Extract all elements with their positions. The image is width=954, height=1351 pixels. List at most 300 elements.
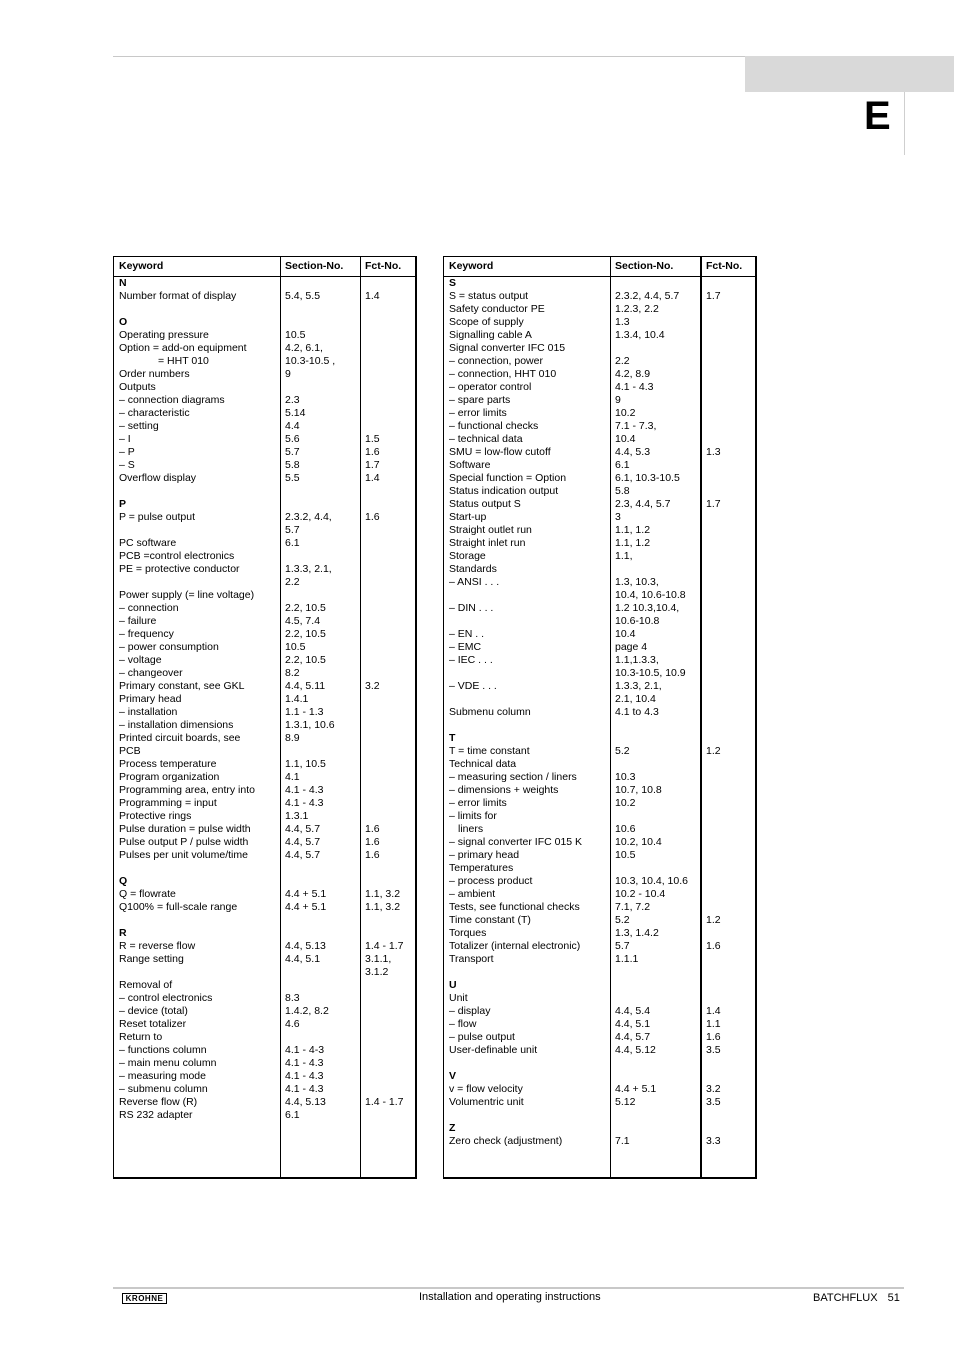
index-section: 2.2 [285, 576, 300, 588]
index-keyword: Operating pressure [119, 329, 209, 341]
header-section: Section-No. [285, 260, 344, 272]
index-keyword: Tests, see functional checks [449, 901, 580, 913]
index-row [444, 901, 755, 914]
index-row [114, 771, 415, 784]
index-section: 6.1, 10.3-10.5 [615, 472, 680, 484]
index-section: 4.4, 5.7 [285, 849, 321, 861]
index-keyword: SMU = low-flow cutoff [449, 446, 551, 458]
index-keyword: Programming area, entry into [119, 784, 255, 796]
index-keyword: Submenu column [449, 706, 531, 718]
index-keyword: – display [449, 1005, 491, 1017]
index-row [114, 589, 415, 602]
index-keyword: – functional checks [449, 420, 539, 432]
index-section: 2.2 [615, 355, 630, 367]
index-row [444, 576, 755, 589]
index-row [114, 329, 415, 342]
index-section: 2.1, 10.4 [615, 693, 656, 705]
index-section: 1.3, 10.3, [615, 576, 659, 588]
index-keyword: Q100% = full-scale range [119, 901, 238, 913]
index-fct: 1.1, 3.2 [365, 901, 401, 913]
index-row [444, 849, 755, 862]
index-section: page 4 [615, 641, 648, 653]
index-fct: 1.3 [706, 446, 721, 458]
index-section: 5.7 [285, 524, 300, 536]
index-keyword: Power supply (= line voltage) [119, 589, 255, 601]
index-section: 6.1 [285, 537, 300, 549]
index-keyword: Unit [449, 992, 468, 1004]
index-keyword: – process product [449, 875, 533, 887]
index-row [114, 1070, 415, 1083]
index-row [444, 914, 755, 927]
index-section: 5.8 [615, 485, 630, 497]
index-section: 4.1 - 4.3 [285, 797, 324, 809]
index-row [114, 368, 415, 381]
header-keyword: Keyword [449, 260, 494, 272]
index-keyword: – functions column [119, 1044, 207, 1056]
index-section: 4.4 + 5.1 [285, 901, 327, 913]
index-row [444, 667, 755, 680]
index-section: 1.1, [615, 550, 633, 562]
index-keyword: Technical data [449, 758, 517, 770]
index-section: 1.3.4, 10.4 [615, 329, 665, 341]
index-keyword: Pulses per unit volume/time [119, 849, 248, 861]
index-keyword: Primary constant, see GKL [119, 680, 245, 692]
index-keyword: PCB [119, 745, 141, 757]
index-row [444, 836, 755, 849]
index-row [444, 472, 755, 485]
index-section: 1.1, 1.2 [615, 524, 651, 536]
index-keyword: – I [119, 433, 131, 445]
header-fct: Fct-No. [365, 260, 402, 272]
index-keyword: – error limits [449, 407, 507, 419]
letter-heading-row [444, 1122, 755, 1135]
index-row [444, 927, 755, 940]
index-fct: 1.6 [706, 1031, 721, 1043]
index-section: 4.4, 5.4 [615, 1005, 651, 1017]
header-fct: Fct-No. [706, 260, 743, 272]
index-row [444, 316, 755, 329]
index-table-right [443, 256, 757, 1179]
footer-product: BATCHFLUX [813, 1292, 878, 1304]
index-keyword: – connection, HHT 010 [449, 368, 557, 380]
index-row [114, 563, 415, 576]
index-row [114, 537, 415, 550]
index-keyword: Storage [449, 550, 486, 562]
index-keyword: – failure [119, 615, 157, 627]
index-row [114, 1057, 415, 1070]
index-row [444, 784, 755, 797]
index-section: 1.1, 10.5 [285, 758, 326, 770]
index-section: 2.3.2, 4.4, 5.7 [615, 290, 680, 302]
index-fct: 1.2 [706, 745, 721, 757]
index-keyword: Standards [449, 563, 497, 575]
index-section: 4.4 + 5.1 [615, 1083, 657, 1095]
index-section: 10.3, 10.4, 10.6 [615, 875, 688, 887]
index-row [114, 901, 415, 914]
index-section: 10.6-10.8 [615, 615, 660, 627]
index-section: 7.1, 7.2 [615, 901, 651, 913]
index-section: 1.1.1 [615, 953, 639, 965]
index-row [444, 654, 755, 667]
index-row [444, 394, 755, 407]
index-row [444, 381, 755, 394]
index-keyword: S = status output [449, 290, 529, 302]
index-section: 1.2.3, 2.2 [615, 303, 659, 315]
index-section: 4.1 - 4.3 [285, 784, 324, 796]
index-row [444, 615, 755, 628]
index-keyword: v = flow velocity [449, 1083, 523, 1095]
index-row [444, 1018, 755, 1031]
index-fct: 3.2 [706, 1083, 721, 1095]
index-row [114, 1096, 415, 1109]
index-section: 10.2 [615, 797, 636, 809]
index-section: 4.1 - 4.3 [285, 1057, 324, 1069]
index-section: 1.3, 1.4.2 [615, 927, 659, 939]
index-row [114, 407, 415, 420]
index-section: 1.4.1 [285, 693, 309, 705]
index-keyword: – ANSI . . . [449, 576, 500, 588]
index-row [444, 563, 755, 576]
index-section: 2.3 [285, 394, 300, 406]
index-section: 4.1 to 4.3 [615, 706, 659, 718]
index-row [114, 1083, 415, 1096]
index-row [114, 1044, 415, 1057]
index-row [114, 485, 415, 498]
index-row [114, 940, 415, 953]
index-section: 4.4, 5.3 [615, 446, 651, 458]
index-row [444, 810, 755, 823]
index-row [444, 511, 755, 524]
letter-heading-row [114, 316, 415, 329]
index-keyword: T [449, 732, 456, 744]
index-fct: 3.1.2 [365, 966, 389, 978]
index-section: 10.4, 10.6-10.8 [615, 589, 686, 601]
index-row [114, 862, 415, 875]
index-section: 4.6 [285, 1018, 300, 1030]
index-row [444, 446, 755, 459]
index-section: 4.4, 5.11 [285, 680, 326, 692]
index-row [114, 472, 415, 485]
index-section: 4.4, 5.7 [285, 836, 321, 848]
index-row [444, 940, 755, 953]
index-section: 5.6 [285, 433, 300, 445]
index-section: 5.2 [615, 914, 630, 926]
index-section: 1.3.3, 2.1, [285, 563, 332, 575]
table-header [444, 257, 755, 277]
index-fct: 1.1, 3.2 [365, 888, 401, 900]
index-row [114, 1018, 415, 1031]
index-keyword: = HHT 010 [158, 355, 209, 367]
index-keyword: – flow [449, 1018, 477, 1030]
index-section: 1.3.3, 2.1, [615, 680, 662, 692]
index-row [114, 1109, 415, 1122]
index-section: 1.3.1, 10.6 [285, 719, 335, 731]
index-fct: 3.2 [365, 680, 380, 692]
index-row [114, 732, 415, 745]
index-keyword: – submenu column [119, 1083, 208, 1095]
index-row [444, 602, 755, 615]
index-row [444, 693, 755, 706]
index-keyword: – operator control [449, 381, 532, 393]
index-keyword: – main menu column [119, 1057, 217, 1069]
index-section: 4.2, 6.1, [285, 342, 323, 354]
index-row [114, 667, 415, 680]
index-keyword: Status indication output [449, 485, 559, 497]
index-keyword: Overflow display [119, 472, 197, 484]
letter-heading-row [444, 1070, 755, 1083]
index-keyword: PCB =control electronics [119, 550, 235, 562]
index-row [444, 342, 755, 355]
section-letter-rule [904, 92, 905, 155]
index-keyword: Reverse flow (R) [119, 1096, 198, 1108]
index-row [444, 1083, 755, 1096]
index-keyword: Temperatures [449, 862, 514, 874]
letter-heading-row [114, 875, 415, 888]
index-fct: 3.5 [706, 1044, 721, 1056]
footer-rule [113, 1287, 904, 1289]
index-keyword: Outputs [119, 381, 156, 393]
index-section: 10.3-10.5, 10.9 [615, 667, 686, 679]
index-fct: 1.1 [706, 1018, 721, 1030]
index-section: 4.4, 5.12 [615, 1044, 656, 1056]
index-row [114, 303, 415, 316]
index-fct: 1.2 [706, 914, 721, 926]
index-section: 4.4, 5.7 [285, 823, 321, 835]
index-keyword: – characteristic [119, 407, 190, 419]
index-row [114, 953, 415, 966]
index-keyword: Range setting [119, 953, 184, 965]
index-row [444, 719, 755, 732]
index-row [444, 992, 755, 1005]
index-keyword: Software [449, 459, 491, 471]
index-row [444, 303, 755, 316]
index-row [444, 1005, 755, 1018]
index-keyword: R = reverse flow [119, 940, 196, 952]
index-fct: 1.4 - 1.7 [365, 1096, 404, 1108]
index-row [444, 862, 755, 875]
index-section: 4.4, 5.13 [285, 1096, 326, 1108]
index-keyword: Torques [449, 927, 487, 939]
index-section: 4.4, 5.1 [615, 1018, 651, 1030]
header-section: Section-No. [615, 260, 674, 272]
index-keyword: – installation [119, 706, 178, 718]
index-keyword: – spare parts [449, 394, 511, 406]
index-keyword: – power consumption [119, 641, 219, 653]
index-keyword: – changeover [119, 667, 183, 679]
index-keyword: – error limits [449, 797, 507, 809]
index-row [444, 1109, 755, 1122]
index-keyword: – VDE . . . [449, 680, 497, 692]
index-keyword: – voltage [119, 654, 162, 666]
index-keyword: Process temperature [119, 758, 217, 770]
letter-heading-row [114, 927, 415, 940]
index-keyword: – measuring mode [119, 1070, 206, 1082]
index-keyword: – measuring section / liners [449, 771, 577, 783]
index-keyword: Signalling cable A [449, 329, 532, 341]
index-row [114, 355, 415, 368]
index-section: 6.1 [615, 459, 630, 471]
index-section: 2.2, 10.5 [285, 628, 326, 640]
index-rows [114, 277, 415, 1122]
index-keyword: – EMC [449, 641, 482, 653]
letter-heading-row [444, 732, 755, 745]
index-keyword: Zero check (adjustment) [449, 1135, 563, 1147]
index-section: 10.5 [615, 849, 636, 861]
index-section: 4.4, 5.13 [285, 940, 326, 952]
page-number: 51 [887, 1292, 900, 1304]
index-section: 1.1 - 1.3 [285, 706, 324, 718]
index-row [444, 368, 755, 381]
index-keyword: – DIN . . . [449, 602, 494, 614]
index-row [444, 537, 755, 550]
index-section: 4.4 [285, 420, 300, 432]
index-section: 2.3.2, 4.4, [285, 511, 332, 523]
index-keyword: N [119, 277, 127, 289]
index-keyword: – installation dimensions [119, 719, 234, 731]
index-fct: 3.5 [706, 1096, 721, 1108]
index-keyword: – P [119, 446, 135, 458]
index-section: 4.1 - 4.3 [615, 381, 654, 393]
index-row [114, 823, 415, 836]
index-section: 5.8 [285, 459, 300, 471]
index-keyword: Q = flowrate [119, 888, 176, 900]
index-row [114, 992, 415, 1005]
index-section: 1.3 [615, 316, 630, 328]
index-row [444, 589, 755, 602]
index-section: 5.7 [615, 940, 630, 952]
index-row [114, 446, 415, 459]
index-fct: 1.6 [365, 836, 380, 848]
index-row [114, 888, 415, 901]
index-row [444, 758, 755, 771]
index-keyword: P = pulse output [119, 511, 195, 523]
index-keyword: S [449, 277, 457, 289]
index-row [444, 1057, 755, 1070]
index-section: 4.4, 5.7 [615, 1031, 651, 1043]
index-keyword: Protective rings [119, 810, 192, 822]
index-keyword: Start-up [449, 511, 487, 523]
index-section: 10.4 [615, 433, 636, 445]
index-row [444, 524, 755, 537]
index-section: 1.1, 1.2 [615, 537, 651, 549]
index-keyword: – primary head [449, 849, 520, 861]
chapter-tab [745, 56, 954, 92]
index-row [444, 771, 755, 784]
index-keyword: Volumentric unit [449, 1096, 524, 1108]
header-keyword: Keyword [119, 260, 164, 272]
index-keyword: Printed circuit boards, see [119, 732, 241, 744]
index-keyword: Removal of [119, 979, 173, 991]
index-keyword: Totalizer (internal electronic) [449, 940, 581, 952]
index-row [114, 1031, 415, 1044]
index-keyword: Number format of display [119, 290, 237, 302]
index-keyword: – limits for [449, 810, 497, 822]
index-row [444, 550, 755, 563]
index-keyword: Time constant (T) [449, 914, 531, 926]
index-section: 7.1 [615, 1135, 630, 1147]
index-fct: 1.6 [365, 849, 380, 861]
index-keyword: – technical data [449, 433, 523, 445]
index-keyword: Return to [119, 1031, 163, 1043]
index-keyword: – EN . . [449, 628, 485, 640]
index-section: 2.2, 10.5 [285, 602, 326, 614]
index-row [114, 433, 415, 446]
index-section: 4.1 [285, 771, 300, 783]
index-section: 10.7, 10.8 [615, 784, 662, 796]
index-row [114, 966, 415, 979]
index-row [114, 628, 415, 641]
index-keyword: – pulse output [449, 1031, 515, 1043]
krohne-logo: KROHNE [122, 1293, 167, 1304]
index-section: 5.14 [285, 407, 306, 419]
index-keyword: – IEC . . . [449, 654, 493, 666]
index-fct: 3.3 [706, 1135, 721, 1147]
index-row [114, 810, 415, 823]
index-keyword: Primary head [119, 693, 182, 705]
index-row [114, 836, 415, 849]
index-row [114, 290, 415, 303]
index-keyword: V [449, 1070, 457, 1082]
index-fct: 1.5 [365, 433, 380, 445]
index-section: 10.2 [615, 407, 636, 419]
index-section: 8.2 [285, 667, 300, 679]
index-fct: 1.4 [706, 1005, 721, 1017]
index-section: 1.4.2, 8.2 [285, 1005, 329, 1017]
index-row [114, 342, 415, 355]
index-row [114, 719, 415, 732]
index-section: 10.5 [285, 641, 306, 653]
index-section: 5.4, 5.5 [285, 290, 321, 302]
index-row [444, 433, 755, 446]
index-row [114, 693, 415, 706]
index-row [444, 641, 755, 654]
index-row [114, 550, 415, 563]
index-keyword: – frequency [119, 628, 174, 640]
index-section: 1.3.1 [285, 810, 309, 822]
index-row [444, 875, 755, 888]
index-row [444, 1135, 755, 1148]
index-table-left [113, 256, 417, 1179]
index-keyword: Order numbers [119, 368, 190, 380]
index-section: 10.2, 10.4 [615, 836, 662, 848]
index-keyword: – connection diagrams [119, 394, 225, 406]
letter-heading-row [114, 498, 415, 511]
index-row [444, 628, 755, 641]
index-row [114, 784, 415, 797]
index-fct: 1.4 - 1.7 [365, 940, 404, 952]
index-keyword: – control electronics [119, 992, 213, 1004]
index-keyword: Signal converter IFC 015 [449, 342, 566, 354]
index-fct: 1.7 [365, 459, 380, 471]
index-row [114, 745, 415, 758]
index-keyword: Special function = Option [449, 472, 567, 484]
index-section: 5.5 [285, 472, 300, 484]
index-row [444, 1031, 755, 1044]
index-section: 1.2 10.3,10.4, [615, 602, 680, 614]
index-fct: 1.6 [706, 940, 721, 952]
index-keyword: – setting [119, 420, 159, 432]
index-row [444, 797, 755, 810]
index-keyword: Safety conductor PE [449, 303, 545, 315]
index-row [444, 706, 755, 719]
index-keyword: Option = add-on equipment [119, 342, 247, 354]
index-section: 9 [285, 368, 291, 380]
index-row [114, 1005, 415, 1018]
index-row [114, 394, 415, 407]
index-section: 3 [615, 511, 621, 523]
index-row [444, 498, 755, 511]
index-row [114, 914, 415, 927]
